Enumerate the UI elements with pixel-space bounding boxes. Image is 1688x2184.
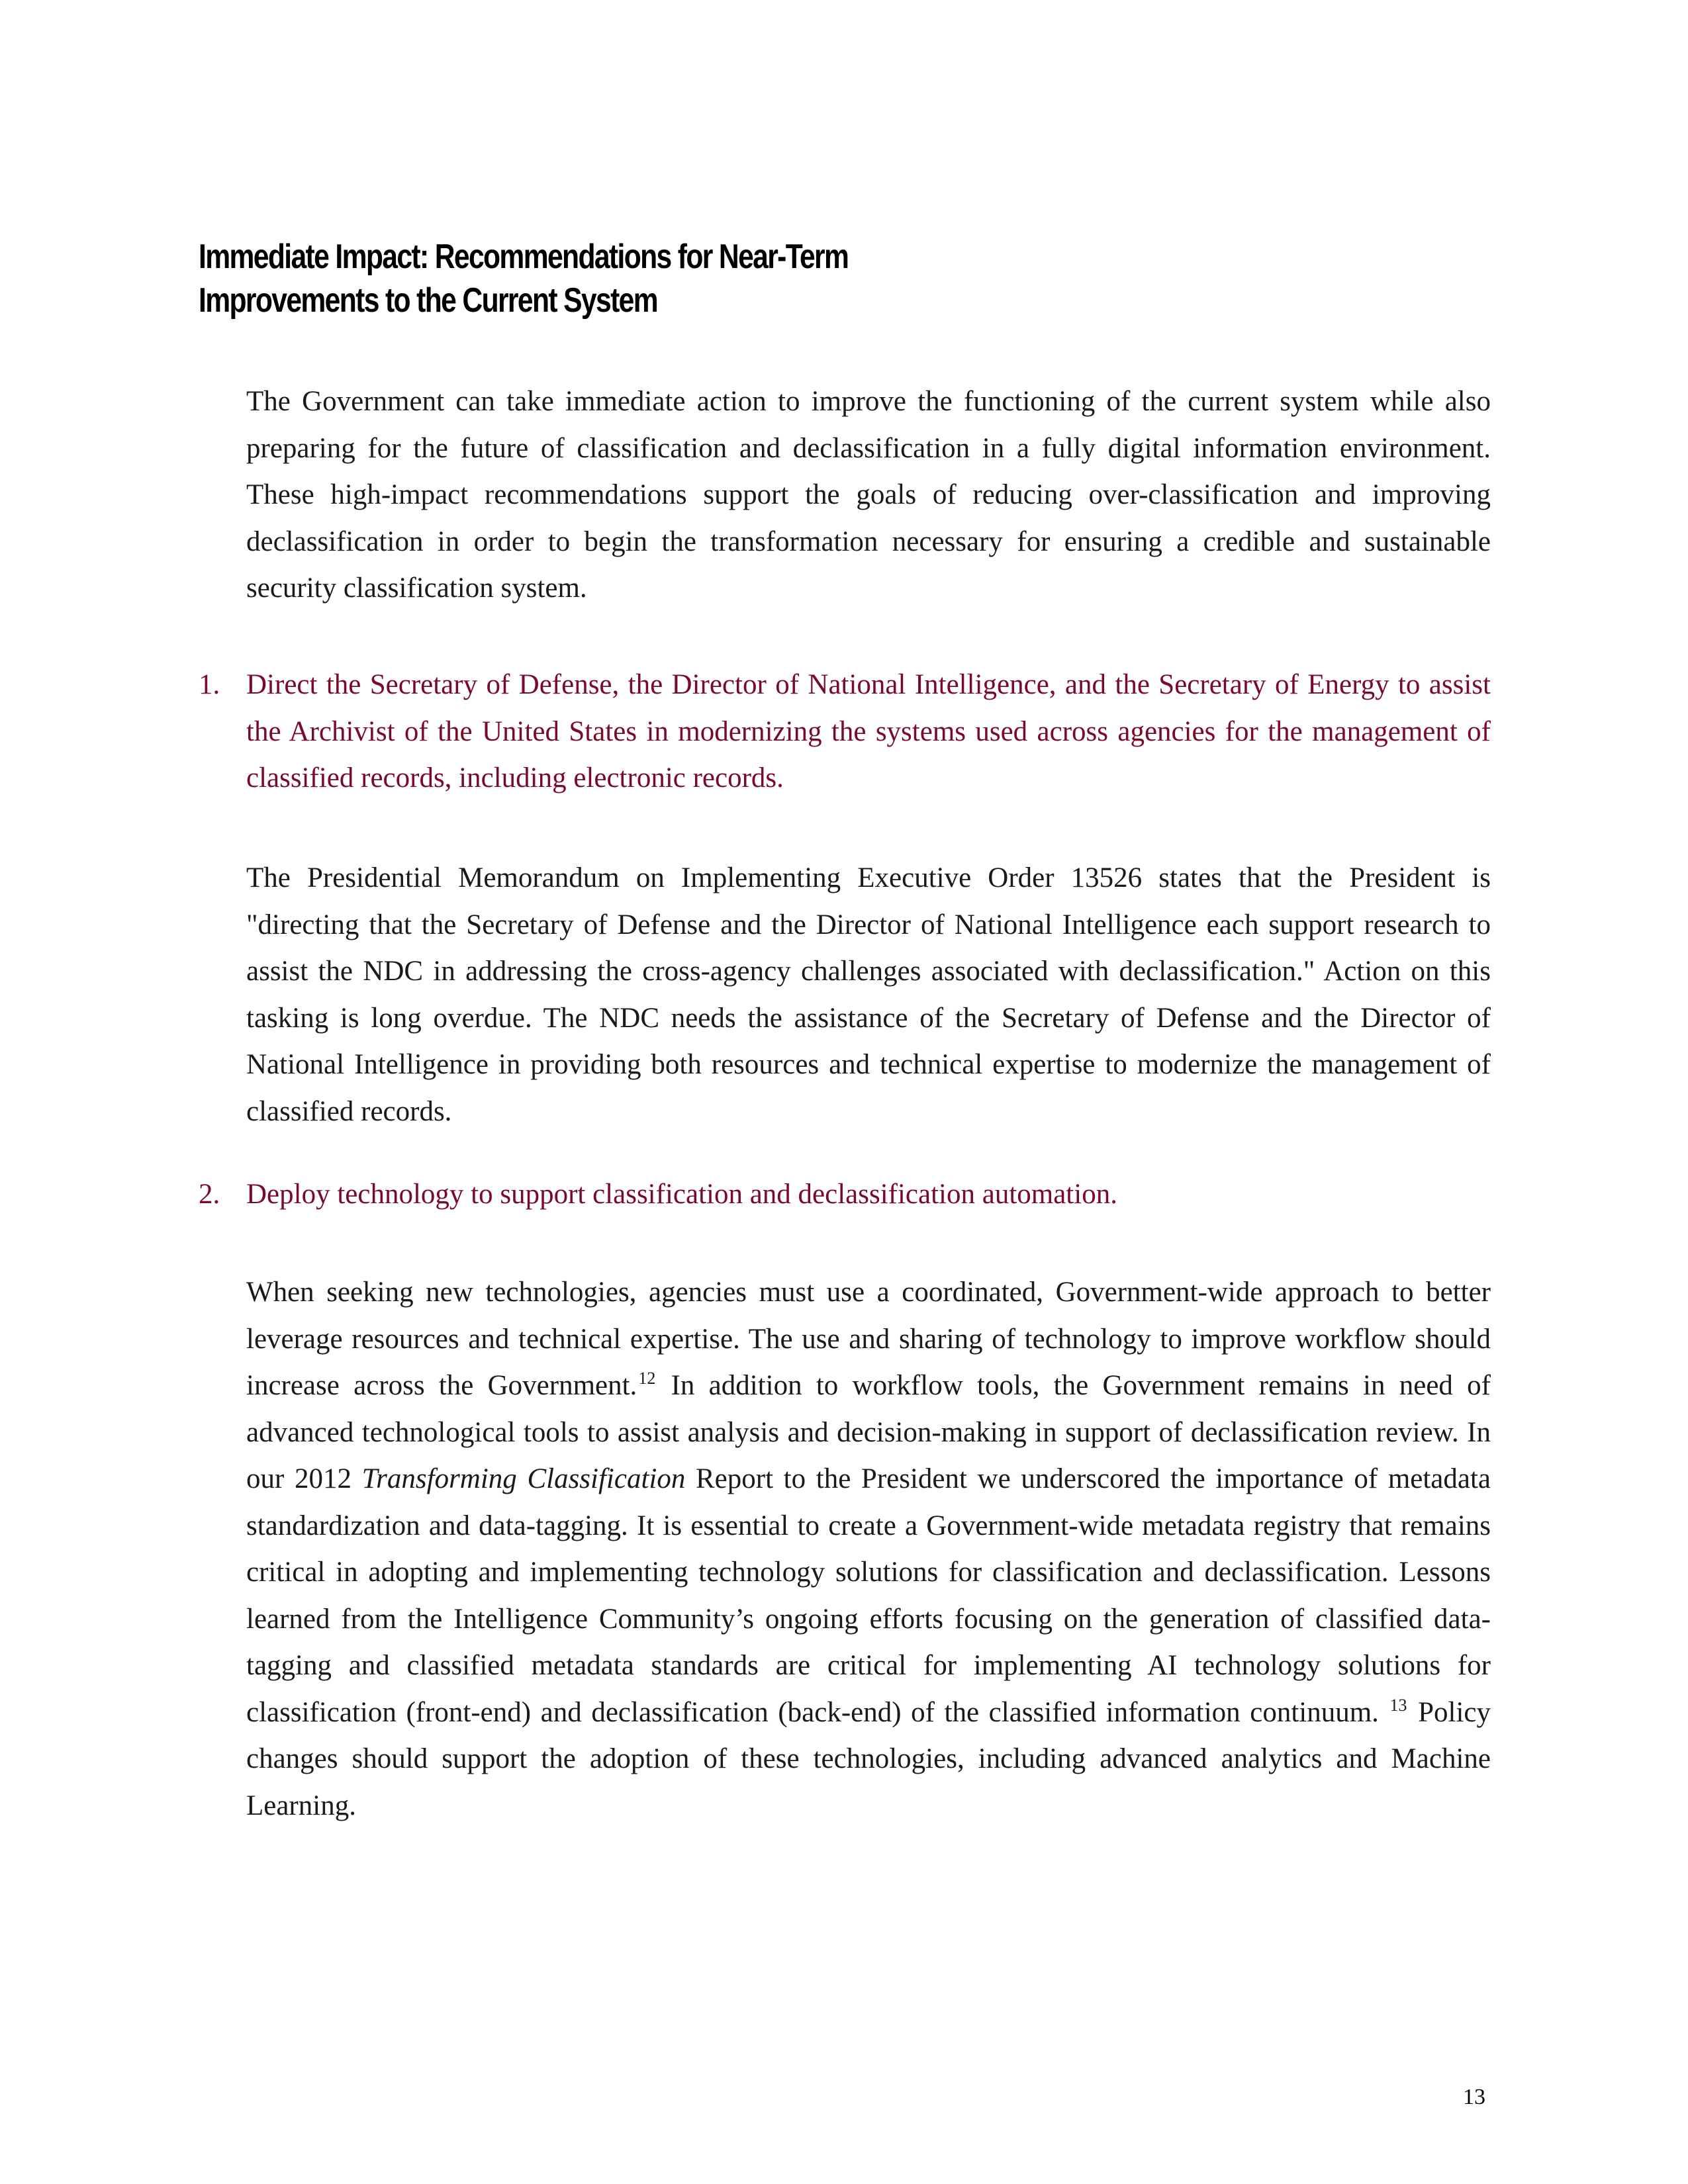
recommendation-1-title bbox=[199, 662, 1491, 802]
recommendation-number: 2. bbox=[199, 1179, 220, 1210]
recommendation-title-text: Direct the Secretary of Defense, the Director of National Intelligence, and the Secretary of Energy to assist the Archivist of the United States in modernizing the systems used across agencies for the management of classified records, including electronic records. bbox=[246, 669, 1491, 794]
recommendation-title-text: Deploy technology to support classification and declassification automation. bbox=[246, 1179, 1117, 1210]
body-text-segment: Policy changes should support the adoption of these technologies, including advanced analytics and Machine Learning. bbox=[246, 1696, 1491, 1821]
body-text-segment: In addition to workflow tools, the Government remains in need of advanced technological tools to assist analysis and decision-making in support of declassification review. In our 2012 bbox=[246, 1370, 1491, 1494]
recommendation-number: 1. bbox=[199, 669, 220, 700]
report-title-italic: Transforming Classification bbox=[361, 1463, 686, 1494]
intro-paragraph: The Government can take immediate action to improve the functioning of the current system while also preparing for the future of classification and declassification in a fully digital information environment. These high-impact recommendations support the goals of reducing over-classification and improving declassification in order to begin the transformation necessary for ensuring a credible and sustainable security classification system. bbox=[246, 386, 1491, 604]
body-text-segment: Report to the President we underscored the importance of metadata standardization and data-tagging. It is essential to create a Government-wide metadata registry that remains critical in adopting and implementing technology solutions for classification and declassification. Lessons learned from the Intelligence Community’s ongoing efforts focusing on the generation of classified data-tagging and classified metadata standards are critical for implementing AI technology solutions for classification (front-end) and declassification (back-end) of the classified information continuum. bbox=[246, 1463, 1491, 1728]
body-text-segment: When seeking new technologies, agencies must use a coordinated, Government-wide approach to better leverage resources and technical expertise. The use and sharing of technology to improve workflow should increase across the Government. bbox=[246, 1277, 1491, 1401]
footnote-reference-12[interactable]: 12 bbox=[638, 1369, 656, 1388]
recommendation-2-body bbox=[246, 1269, 1491, 1829]
footnote-reference-13[interactable]: 13 bbox=[1389, 1695, 1407, 1715]
section-heading-line-2: Improvements to the Current System bbox=[199, 281, 657, 320]
recommendation-1-body: The Presidential Memorandum on Implementing Executive Order 13526 states that the President is "directing that the Secretary of Defense and the Director of National Intelligence each support research to assist the NDC in addressing the cross-agency challenges associated with declassification." Action on this tasking is long overdue. The NDC needs the assistance of the Secretary of Defense and the Director of National Intelligence in providing both resources and technical expertise to modernize the management of classified records. bbox=[246, 862, 1491, 1127]
recommendation-2-title bbox=[199, 1171, 1491, 1218]
section-heading bbox=[199, 235, 1067, 322]
section-heading-line-1: Immediate Impact: Recommendations for Near-Term bbox=[199, 238, 849, 276]
page-number: 13 bbox=[1463, 2085, 1485, 2109]
